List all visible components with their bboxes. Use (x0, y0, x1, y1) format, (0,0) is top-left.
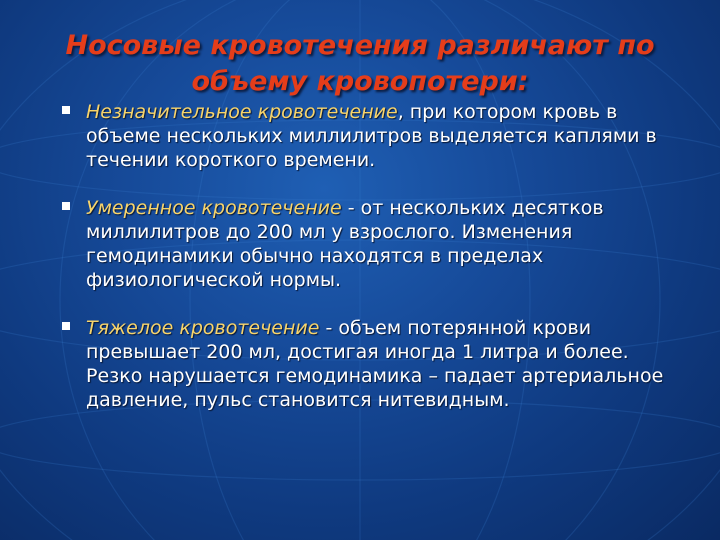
bullet-item-minor-bleeding (62, 100, 682, 172)
slide-title: Носовые кровотечения различают по объему кровопотери: (65, 30, 655, 97)
bullet-text: - от нескольких десятков миллилитров до 200 мл у взрослого. Изменения гемодинамики обычно находятся в пределах физиологической нормы. (86, 197, 604, 291)
bullet-text: , при котором кровь в объеме нескольких миллилитров выделяется каплями в течении короткого времени. (86, 101, 657, 171)
bullet-term: Умеренное кровотечение (86, 197, 342, 219)
square-bullet-icon (62, 106, 70, 114)
bullet-text: - объем потерянной крови превышает 200 мл, достигая иногда 1 литра и более. Резко нарушается гемодинамика – падает артериальное давление, пульс становится нитевидным. (86, 317, 664, 411)
bullet-item-moderate-bleeding (62, 196, 682, 292)
bullet-list (62, 100, 682, 412)
bullet-term: Незначительное кровотечение (86, 101, 398, 123)
square-bullet-icon (62, 322, 70, 330)
bullet-term: Тяжелое кровотечение (86, 317, 320, 339)
bullet-item-severe-bleeding (62, 316, 682, 412)
square-bullet-icon (62, 202, 70, 210)
